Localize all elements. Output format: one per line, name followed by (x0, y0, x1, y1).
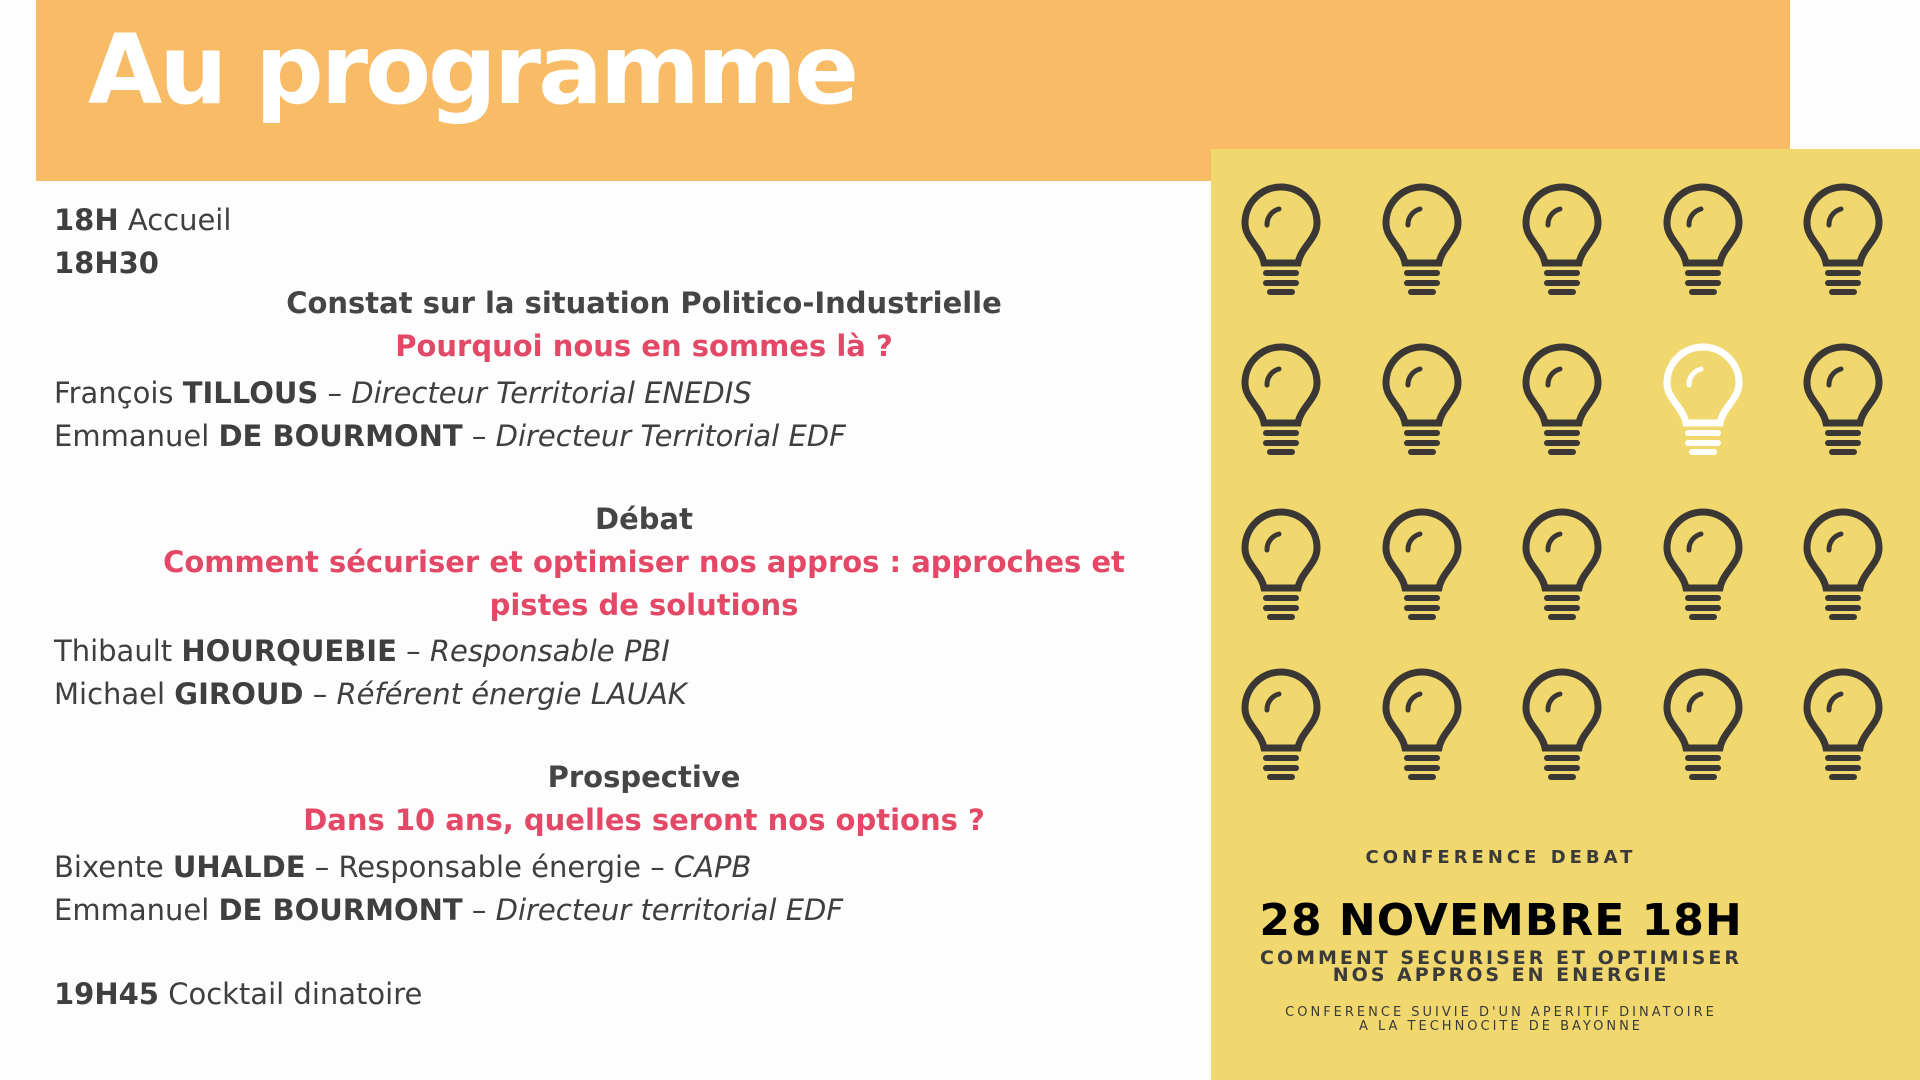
speaker-role: Directeur Territorial EDF (495, 419, 846, 453)
speaker-line (54, 633, 670, 669)
separator: – (650, 850, 665, 884)
speaker-last-name: DE BOURMONT (218, 893, 463, 927)
speaker-role: Référent énergie LAUAK (336, 677, 687, 711)
separator: – (312, 677, 328, 711)
speaker-first-name: François (54, 376, 174, 410)
speaker-line (54, 418, 846, 454)
welcome-line (54, 202, 231, 238)
lightbulb-icon (1386, 512, 1458, 617)
lightbulb-icon (1386, 187, 1458, 292)
lightbulb-icon (1245, 512, 1317, 617)
lightbulb-icon (1526, 187, 1598, 292)
lightbulb-grid (1211, 149, 1920, 809)
speaker-role: Directeur territorial EDF (495, 893, 844, 927)
poster-footer (1231, 1006, 1771, 1034)
speaker-role: Responsable énergie (338, 850, 641, 884)
lightbulb-icon (1526, 512, 1598, 617)
speaker-line (54, 676, 687, 712)
poster-date: 28 NOVEMBRE 18H (1259, 895, 1743, 946)
separator: – (471, 419, 487, 453)
closing-time: 19H45 (54, 977, 159, 1011)
lightbulb-icon (1667, 672, 1739, 777)
section-3-question: Dans 10 ans, quelles seront nos options ? (303, 803, 985, 837)
lightbulb-icon (1526, 347, 1598, 452)
lightbulb-icon (1386, 672, 1458, 777)
section-2-heading: Débat (595, 502, 693, 536)
separator: – (471, 893, 487, 927)
speaker-first-name: Michael (54, 677, 166, 711)
speaker-last-name: TILLOUS (182, 376, 319, 410)
welcome-label: Accueil (127, 203, 232, 237)
closing-label: Cocktail dinatoire (168, 977, 423, 1011)
poster-footer-line1: CONFERENCE SUIVIE D'UN APERITIF DINATOIRE (1285, 1005, 1717, 1020)
speaker-last-name: GIROUD (174, 677, 304, 711)
lightbulb-icon (1526, 672, 1598, 777)
start-time: 18H30 (54, 246, 159, 280)
speaker-organization: CAPB (673, 850, 752, 884)
section-2-question-line2: pistes de solutions (489, 588, 799, 622)
lightbulb-icon (1386, 347, 1458, 452)
welcome-time: 18H (54, 203, 119, 237)
speaker-line (54, 892, 843, 928)
section-1-heading: Constat sur la situation Politico-Industrielle (286, 286, 1002, 320)
separator: – (327, 376, 343, 410)
speaker-last-name: HOURQUEBIE (181, 634, 397, 668)
closing-line (54, 976, 422, 1012)
poster-footer-line2: A LA TECHNOCITE DE BAYONNE (1358, 1019, 1644, 1034)
lit-lightbulb-icon (1667, 347, 1739, 452)
lightbulb-icon (1667, 512, 1739, 617)
speaker-line (54, 375, 752, 411)
poster-subtitle: COMMENT SECURISER ET OPTIMISER NOS APPROS EN ENERGIE (1260, 947, 1742, 986)
section-3-heading: Prospective (547, 760, 741, 794)
speaker-role: Directeur Territorial ENEDIS (351, 376, 752, 410)
speaker-first-name: Emmanuel (54, 893, 210, 927)
speaker-last-name: DE BOURMONT (218, 419, 463, 453)
speaker-first-name: Bixente (54, 850, 164, 884)
lightbulb-icon (1807, 512, 1879, 617)
lightbulb-icon (1245, 187, 1317, 292)
speaker-first-name: Emmanuel (54, 419, 210, 453)
speaker-role: Responsable PBI (429, 634, 670, 668)
separator: – (406, 634, 421, 668)
section-2-question-line1: Comment sécuriser et optimiser nos appros : approches et (163, 545, 1125, 579)
poster-label: CONFERENCE DEBAT (1365, 847, 1637, 868)
separator: – (314, 850, 330, 884)
speaker-first-name: Thibault (54, 634, 173, 668)
event-poster (1211, 149, 1920, 1080)
lightbulb-icon (1667, 187, 1739, 292)
start-time-line (54, 245, 159, 281)
speaker-last-name: UHALDE (172, 850, 306, 884)
speaker-line (54, 849, 751, 885)
page-title: Au programme (88, 14, 857, 126)
lightbulb-icon (1807, 187, 1879, 292)
lightbulb-icon (1245, 672, 1317, 777)
lightbulb-icon (1807, 347, 1879, 452)
lightbulb-icon (1245, 347, 1317, 452)
lightbulb-icon (1807, 672, 1879, 777)
section-1-question: Pourquoi nous en sommes là ? (395, 329, 893, 363)
